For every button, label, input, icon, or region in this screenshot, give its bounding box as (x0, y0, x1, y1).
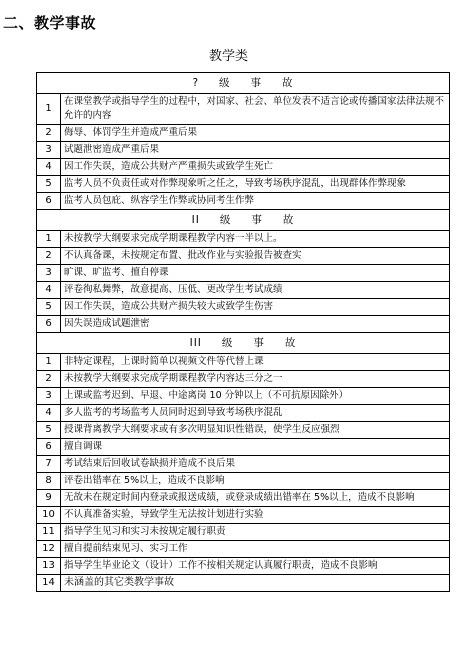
row-number: 6 (37, 439, 61, 456)
table-row (37, 316, 450, 333)
table-caption: 教学类 (208, 49, 248, 64)
row-number: 1 (37, 231, 61, 248)
row-description: 未涵盖的其它类教学事故 (61, 575, 450, 592)
level-numeral: ? (192, 77, 200, 89)
row-number: 2 (37, 248, 61, 265)
table-row (37, 265, 450, 282)
row-number: 9 (37, 490, 61, 507)
table-row (37, 490, 450, 507)
row-number: 1 (37, 354, 61, 371)
row-description: 多人监考的考场监考人员同时迟到导致考场秩序混乱 (61, 405, 450, 422)
row-description: 未按教学大纲要求完成学期课程教学内容达三分之一 (61, 371, 450, 388)
table-row (37, 176, 450, 193)
row-description: 旷课、旷监考、擅自停课 (61, 265, 450, 282)
table-row (37, 299, 450, 316)
row-number: 2 (37, 125, 61, 142)
incident-char: 事 (251, 214, 263, 226)
row-description: 评卷出错率在 5%以上，造成不良影响 (61, 473, 450, 490)
table-row (37, 354, 450, 371)
row-number: 3 (37, 265, 61, 282)
table-row (37, 439, 450, 456)
row-description: 指导学生毕业论文（设计）工作不按相关规定认真履行职责，造成不良影响 (61, 558, 450, 575)
incident-char: 故 (282, 77, 294, 89)
row-description: 擅自提前结束见习、实习工作 (61, 541, 450, 558)
row-description: 因失误造成试题泄密 (61, 316, 450, 333)
row-description: 不认真准备实验，导致学生无法按计划进行实验 (61, 507, 450, 524)
section-heading: 二、教学事故 (3, 14, 97, 32)
row-number: 7 (37, 456, 61, 473)
row-number: 5 (37, 299, 61, 316)
table-row (37, 94, 450, 125)
row-description: 监考人员包庇、纵容学生作弊或协同考生作弊 (61, 193, 450, 210)
row-number: 10 (37, 507, 61, 524)
row-number: 8 (37, 473, 61, 490)
row-description: 擅自调课 (61, 439, 450, 456)
table-row (37, 388, 450, 405)
row-number: 5 (37, 422, 61, 439)
row-number: 13 (37, 558, 61, 575)
row-description: 考试结束后回收试卷缺损并造成不良后果 (61, 456, 450, 473)
row-number: 3 (37, 142, 61, 159)
row-description: 非特定课程，上课时简单以视频文件等代替上课 (61, 354, 450, 371)
table-row (37, 575, 450, 592)
row-description: 指导学生见习和实习未按规定履行职责 (61, 524, 450, 541)
level-numeral: III (189, 337, 202, 349)
incident-char: 事 (253, 337, 265, 349)
level-char: 级 (219, 77, 231, 89)
table-row (37, 248, 450, 265)
table-row (37, 473, 450, 490)
table-row (37, 558, 450, 575)
level-numeral: II (191, 214, 200, 226)
row-number: 5 (37, 176, 61, 193)
row-description: 在课堂教学或指导学生的过程中，对国家、社会、单位发表不适言论或传播国家法律法规不允许的内容 (61, 94, 450, 125)
row-description: 因工作失误，造成公共财产损失较大或致学生伤害 (61, 299, 450, 316)
level-char: 级 (219, 214, 232, 226)
row-number: 2 (37, 371, 61, 388)
row-number: 12 (37, 541, 61, 558)
incident-char: 故 (284, 337, 297, 349)
row-description: 无故未在规定时间内登录或报送成绩，或登录成绩出错率在 5%以上，造成不良影响 (61, 490, 450, 507)
row-number: 6 (37, 316, 61, 333)
row-number: 1 (37, 94, 61, 125)
incident-char: 故 (282, 214, 295, 226)
level-char: 级 (221, 337, 234, 349)
incident-char: 事 (250, 77, 263, 89)
table-row (37, 282, 450, 299)
row-description: 不认真备课，未按规定布置、批改作业与实验报告被查实 (61, 248, 450, 265)
table-row (37, 405, 450, 422)
section-header-level-1 (37, 73, 450, 94)
row-description: 上课或监考迟到、早退、中途离岗 10 分钟以上（不可抗原因除外） (61, 388, 450, 405)
row-number: 6 (37, 193, 61, 210)
row-number: 4 (37, 282, 61, 299)
table-row (37, 193, 450, 210)
row-number: 11 (37, 524, 61, 541)
row-number: 3 (37, 388, 61, 405)
table-row (37, 524, 450, 541)
table-row (37, 125, 450, 142)
row-number: 4 (37, 405, 61, 422)
table-row (37, 422, 450, 439)
table-row (37, 142, 450, 159)
row-description: 评卷徇私舞弊，故意提高、压低、更改学生考试成绩 (61, 282, 450, 299)
row-description: 因工作失误，造成公共财产严重损失或致学生死亡 (61, 159, 450, 176)
table-row (37, 507, 450, 524)
row-description: 授课背离教学大纲要求或有多次明显知识性错误，使学生反应强烈 (61, 422, 450, 439)
section-header-level-3 (37, 333, 450, 354)
table-row (37, 541, 450, 558)
row-description: 未按教学大纲要求完成学期课程教学内容一半以上。 (61, 231, 450, 248)
incident-table (36, 72, 450, 592)
row-number: 4 (37, 159, 61, 176)
row-description: 试题泄密造成严重后果 (61, 142, 450, 159)
row-description: 侮辱、体罚学生并造成严重后果 (61, 125, 450, 142)
section-header-level-2 (37, 210, 450, 231)
table-row (37, 159, 450, 176)
row-description: 监考人员不负责任或对作弊现象听之任之，导致考场秩序混乱，出现群体作弊现象 (61, 176, 450, 193)
row-number: 14 (37, 575, 61, 592)
table-row (37, 371, 450, 388)
table-row (37, 231, 450, 248)
table-row (37, 456, 450, 473)
